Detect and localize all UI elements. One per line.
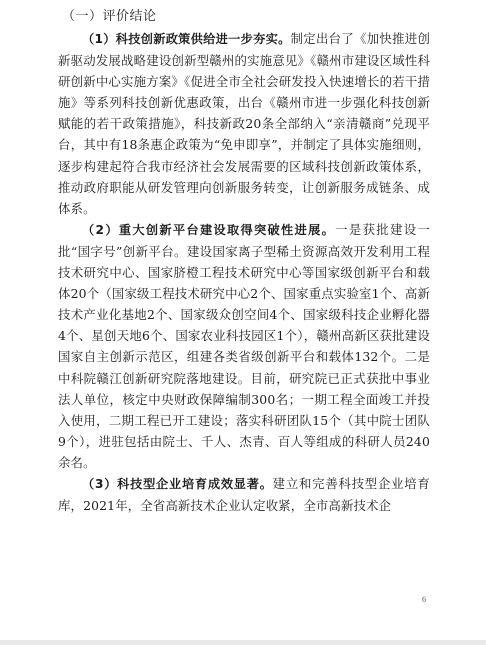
paragraph-innovation-platforms [58,219,430,473]
document-content [58,6,430,516]
page-bottom-edge [0,640,486,645]
paragraph-body: 建立和完善科技型企业培育库，2021年，全省高新技术企业认定收紧，全市高新技术企 [58,475,430,514]
paragraph-lead: （2）重大创新平台建设取得突破性进展。 [82,222,336,237]
paragraph-lead: （1）科技创新政策供给进一步夯实。 [82,32,291,46]
section-title: （一）评价结论 [62,9,157,24]
paragraph-lead: （3）科技型企业培育成效显著。 [82,476,273,491]
paragraph-body: 一是获批建设一批“国字号”创新平台。建设国家离子型稀土资源高效开发利用工程技术研究中心、国家脐橙工程技术研究中心等国家级创新平台和载体20个（国家级工程技术研究中心2个、国家重点实验室1个、高新技术产业化基地2个、国家级众创空间4个、国家级科技企业孵化器4个、星创天地6个、国家农业科技园区1个），赣州高新区获批建设国家自主创新示范区，组建各类省级创新平台和载体132个。二是中科院赣江创新研究院落地建设。目前，研究院已正式获批中事业法人单位，核定中央财政保障编制300名；一期工程全面竣工并投入使用，二期工程已开工建设；落实科研团队15个（其中院士团队9个），进驻包括由院士、千人、杰青、百人等组成的科研人员240余名。 [58,221,430,470]
paragraph-body: 制定出台了《加快推进创新驱动发展战略建设创新型赣州的实施意见》《赣州市建设区域性科研创新中心实施方案》《促进全市全社会研发投入快速增长的若干措施》等系列科技创新优惠政策，出台《赣州市进一步强化科技创新赋能的若干政策措施》，科技新政20条全部纳入“亲清赣商”兑现平台，其中有18条惠企政策为“免申即享”，并制定了具体实施细则，逐步构建起符合我市经济社会发展需要的区域科技创新政策体系，推动政府职能从研发管理向创新服务转变，让创新服务成链条、成体系。 [58,31,430,216]
paragraph-enterprise-cultivation [58,473,430,516]
paragraph-policy-supply [58,28,430,219]
page-number: 6 [422,595,426,604]
